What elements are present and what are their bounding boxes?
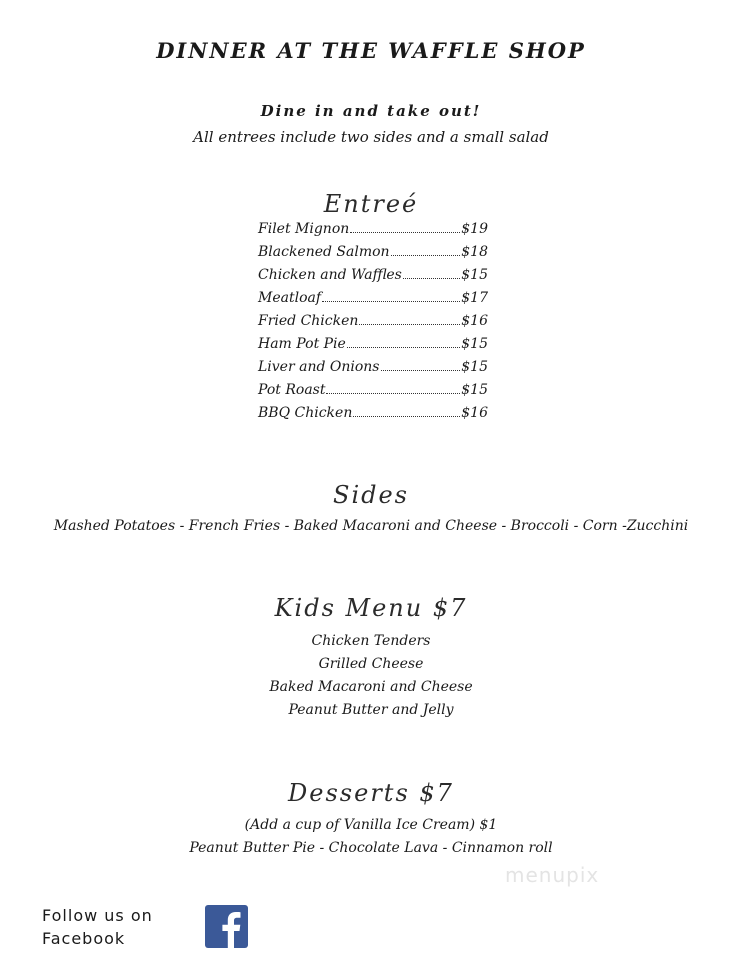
- dot-leader: [403, 278, 460, 279]
- kids-menu-item: Baked Macaroni and Cheese: [269, 679, 473, 695]
- entree-item: [258, 221, 488, 244]
- sides-heading: Sides: [333, 481, 409, 509]
- kids-menu-item: Chicken Tenders: [311, 633, 431, 649]
- kids-menu-item: Grilled Cheese: [318, 656, 424, 672]
- entree-name: Liver and Onions: [258, 359, 380, 375]
- entree-price: $15: [461, 382, 488, 398]
- kids-menu-list: [0, 633, 742, 725]
- watermark: menupix: [505, 863, 600, 887]
- entree-note: All entrees include two sides and a small salad: [193, 128, 549, 146]
- entree-item: [258, 244, 488, 267]
- entree-name: Blackened Salmon: [258, 244, 390, 260]
- entree-item: [258, 336, 488, 359]
- entree-price: $15: [461, 267, 488, 283]
- entree-item: [258, 267, 488, 290]
- dessert-item: (Add a cup of Vanilla Ice Cream) $1: [244, 817, 498, 833]
- entree-name: Filet Mignon: [258, 221, 350, 237]
- entree-name: Pot Roast: [258, 382, 326, 398]
- entree-price: $19: [461, 221, 488, 237]
- kids-menu-heading: Kids Menu $7: [274, 594, 468, 622]
- entree-price: $16: [461, 313, 488, 329]
- entree-item: [258, 382, 488, 405]
- entree-price: $15: [461, 336, 488, 352]
- dot-leader: [391, 255, 461, 256]
- entree-price: $15: [461, 359, 488, 375]
- dot-leader: [353, 416, 460, 417]
- entree-price: $16: [461, 405, 488, 421]
- facebook-icon[interactable]: [205, 905, 248, 948]
- entree-item: [258, 290, 488, 313]
- entree-name: Ham Pot Pie: [258, 336, 346, 352]
- dot-leader: [322, 301, 460, 302]
- entree-price: $17: [461, 290, 488, 306]
- entree-price: $18: [461, 244, 488, 260]
- desserts-heading: Desserts $7: [288, 779, 454, 807]
- facebook-logo-glyph: [205, 905, 248, 948]
- entree-name: Chicken and Waffles: [258, 267, 402, 283]
- dot-leader: [350, 232, 460, 233]
- entree-heading: Entreé: [323, 190, 419, 218]
- dessert-item: Peanut Butter Pie - Chocolate Lava - Cinnamon roll: [189, 840, 553, 856]
- dot-leader: [381, 370, 461, 371]
- dot-leader: [326, 393, 460, 394]
- kids-menu-item: Peanut Butter and Jelly: [288, 702, 454, 718]
- tagline: Dine in and take out!: [260, 102, 482, 120]
- desserts-list: [0, 817, 742, 863]
- menu-title: DINNER AT THE WAFFLE SHOP: [156, 38, 586, 63]
- entree-item: [258, 405, 488, 428]
- entree-item: [258, 359, 488, 382]
- entree-name: Fried Chicken: [258, 313, 359, 329]
- entree-item: [258, 313, 488, 336]
- sides-list: Mashed Potatoes - French Fries - Baked Macaroni and Cheese - Broccoli - Corn -Zucchini: [53, 518, 689, 534]
- entree-list: [258, 221, 488, 428]
- dot-leader: [347, 347, 460, 348]
- entree-name: Meatloaf: [258, 290, 322, 306]
- follow-us-text: Follow us on Facebook: [42, 906, 153, 948]
- entree-name: BBQ Chicken: [258, 405, 353, 421]
- dot-leader: [359, 324, 460, 325]
